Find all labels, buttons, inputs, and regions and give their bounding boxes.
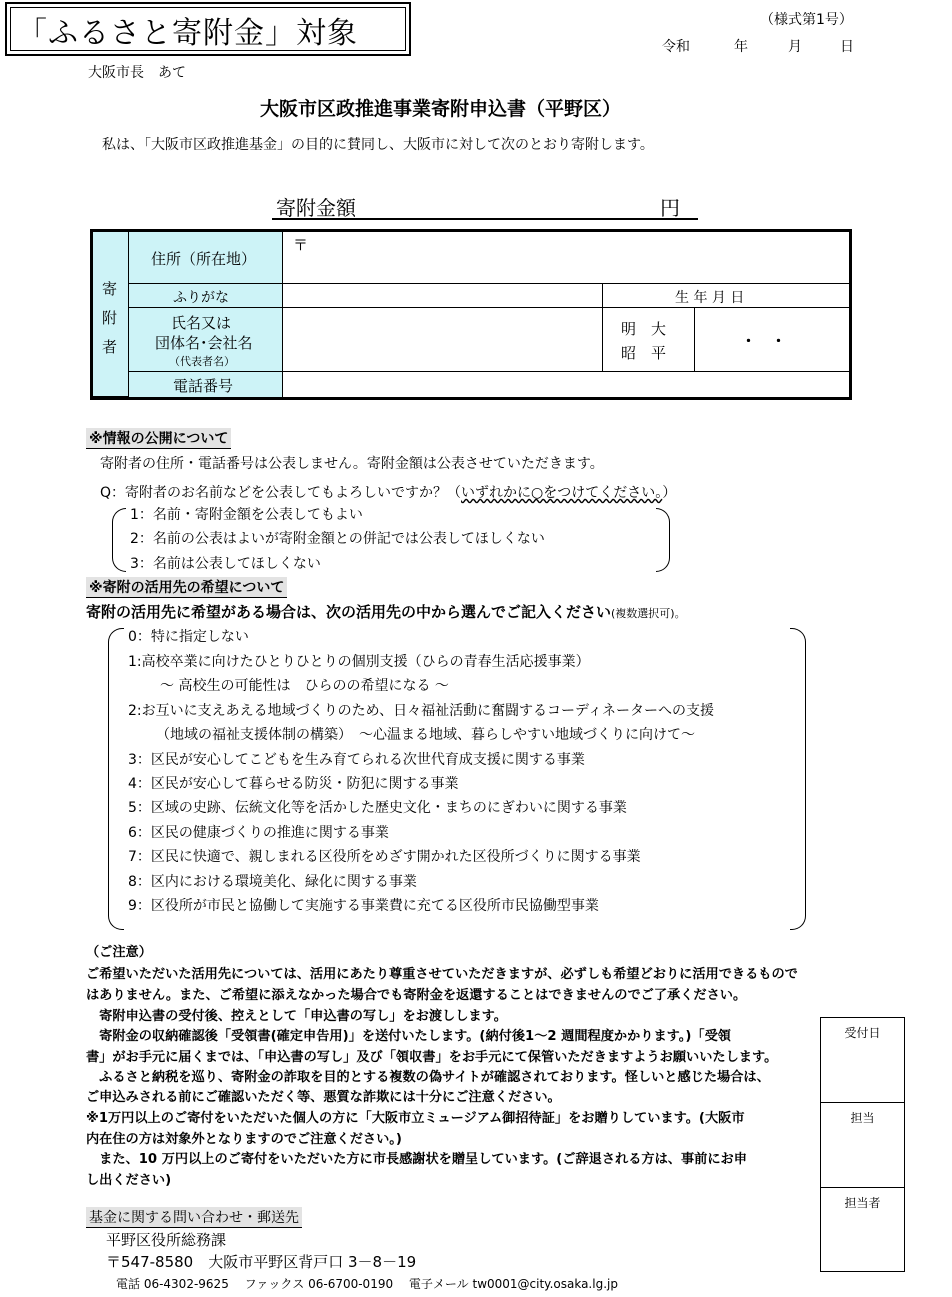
furigana-field[interactable]: [283, 284, 603, 308]
usage-option-6[interactable]: 6：区民の健康づくりの推進に関する事業: [128, 825, 389, 841]
phone-label: 電話番号: [173, 377, 234, 395]
usage-option-2[interactable]: 2:お互いに支えあえる地域づくりのため、日々福祉活動に奮闘するコーディネーターへの支援: [128, 703, 714, 719]
question-emphasis: いずれかに○をつけてください。: [461, 485, 663, 501]
birth-label-cell: [603, 284, 849, 308]
notes-line: ※1万円以上のご寄付をいただいた個人の方に「大阪市立ミュージアム御招待証」をお贈りしています。(大阪市: [86, 1111, 745, 1126]
address-label-cell: [129, 232, 283, 284]
usage-option-5[interactable]: 5：区域の史跡、伝統文化等を活かした歴史文化・まちのにぎわいに関する事業: [128, 800, 627, 816]
notes-line: はありません。また、ご希望に添えなかった場合でも寄附金を返還することはできませんのでご了承ください。: [86, 988, 747, 1003]
intro-text: 私は、「大阪市区政推進基金」の目的に賛同し、大阪市に対して次のとおり寄附します。: [102, 137, 654, 153]
notes-heading: （ご注意）: [86, 945, 152, 960]
contact-address: 〒547-8580 大阪市平野区背戸口 3－8－19: [106, 1253, 417, 1271]
notes-line: 内在住の方は対象外となりますのでご注意ください。): [86, 1132, 402, 1147]
name-label-cell: [129, 308, 283, 372]
usage-option-0[interactable]: 0：特に指定しない: [128, 629, 249, 645]
date-month: 月: [788, 39, 802, 55]
disclosure-option-2[interactable]: 2：名前の公表はよいが寄附金額との併記では公表してほしくない: [130, 531, 545, 547]
usage-option-1[interactable]: 1:高校卒業に向けたひとりひとりの個別支援（ひらの青春生活応援事業）: [128, 654, 590, 670]
usage-lead: 寄附の活用先に希望がある場合は、次の活用先の中から選んでご記入ください(複数選択可)。: [86, 603, 686, 621]
contact-office: 平野区役所総務課: [106, 1231, 227, 1249]
disclosure-bracket-left: [112, 508, 126, 572]
usage-option-9[interactable]: 9：区役所が市民と協働して実施する事業費に充てる区役所市民協働型事業: [128, 898, 599, 914]
notes-line: 寄附申込書の受付後、控えとして「申込書の写し」をお渡しします。: [86, 1009, 507, 1024]
person-in-charge-label: 担当者: [844, 1196, 881, 1210]
usage-heading: ※寄附の活用先の希望について: [86, 577, 287, 598]
office-stamp-box: [820, 1017, 905, 1272]
address-label: 住所（所在地）: [151, 250, 257, 268]
form-title: 大阪市区政推進事業寄附申込書（平野区）: [260, 98, 622, 120]
date-year: 年: [734, 39, 748, 55]
phone-label-cell: [129, 372, 283, 397]
disclosure-text: 寄附者の住所・電話番号は公表しません。寄附金額は公表させていただきます。: [100, 456, 604, 472]
usage-bracket-right: [790, 628, 806, 930]
era-cell[interactable]: [603, 308, 695, 372]
usage-option-8[interactable]: 8：区内における環境美化、緑化に関する事業: [128, 874, 417, 890]
received-date-label: 受付日: [844, 1026, 881, 1040]
disclosure-option-1[interactable]: 1：名前・寄附金額を公表してもよい: [130, 507, 363, 523]
notes-line: また、10 万円以上のご寄付をいただいた方に市長感謝状を贈呈しています。(ご辞退される方は、事前にお申: [86, 1152, 747, 1167]
birth-label: 生 年 月 日: [675, 290, 745, 306]
furusato-badge: [5, 2, 411, 56]
received-date-cell[interactable]: [821, 1018, 904, 1103]
era-row-1: 明 大: [621, 320, 667, 338]
notes-line: ふるさと納税を巡り、寄附金の詐取を目的とする複数の偽サイトが確認されております。怪しいと感じた場合は、: [86, 1070, 770, 1085]
person-in-charge-cell[interactable]: [821, 1188, 904, 1273]
name-field[interactable]: [283, 308, 603, 372]
addressee: 大阪市長 あて: [88, 65, 186, 81]
name-label-1: 氏名又は: [171, 314, 232, 332]
donor-table: [90, 229, 852, 400]
amount-unit: 円: [660, 196, 680, 220]
era-row-2: 昭 平: [621, 344, 667, 362]
furigana-label-cell: [129, 284, 283, 308]
birth-dots: ・ ・: [741, 332, 787, 350]
postal-mark: 〒: [293, 236, 309, 254]
usage-option-2-sub: （地域の福祉支援体制の構築） ～心温まる地域、暮らしやすい地域づくりに向けて～: [156, 727, 695, 743]
date-day: 日: [840, 39, 854, 55]
contact-phones: 電話 06-4302-9625 ファックス 06-6700-0190 電子メール tw0001@city.osaka.lg.jp: [116, 1277, 618, 1291]
person-label: 担当: [850, 1111, 875, 1125]
phone-field[interactable]: [283, 372, 849, 397]
furigana-label: ふりがな: [173, 290, 229, 306]
notes-line: ご申込みされる前にご確認いただく等、悪質な詐欺には十分にご注意ください。: [86, 1090, 561, 1105]
person-cell[interactable]: [821, 1103, 904, 1188]
usage-option-1-sub: ～ 高校生の可能性は ひらのの希望になる ～: [160, 678, 449, 694]
birth-date-field[interactable]: [695, 308, 849, 372]
name-label-2: 団体名･会社名: [155, 334, 253, 352]
form-number: （様式第1号）: [760, 12, 853, 28]
notes-line: し出ください): [86, 1173, 172, 1188]
notes-line: ご希望いただいた活用先については、活用にあたり尊重させていただきますが、必ずしも希望どおりに活用できるもので: [86, 967, 798, 982]
usage-option-3[interactable]: 3：区民が安心してこどもを生み育てられる次世代育成支援に関する事業: [128, 752, 585, 768]
disclosure-heading: ※情報の公開について: [86, 428, 231, 449]
badge-text: 「ふるさと寄附金」対象: [17, 16, 358, 51]
disclosure-question: Q：寄附者のお名前などを公表してもよろしいですか？（いずれかに○をつけてください。）: [100, 485, 677, 501]
disclosure-option-3[interactable]: 3：名前は公表してほしくない: [130, 556, 321, 572]
usage-option-7[interactable]: 7：区民に快適で、親しまれる区役所をめざす開かれた区役所づくりに関する事業: [128, 849, 641, 865]
date-era: 令和: [662, 39, 690, 55]
usage-bracket-left: [108, 628, 124, 930]
notes-line: 寄附金の収納確認後「受領書(確定申告用)」を送付いたします。(納付後1～2 週間程度かかります。)「受領: [86, 1029, 731, 1044]
name-label-3: （代表者名）: [169, 355, 235, 368]
amount-line[interactable]: [272, 192, 698, 220]
notes-line: 書」がお手元に届くまでは、「申込書の写し」及び「領収書」をお手元にて保管いただきますようお願いいたします。: [86, 1050, 778, 1065]
donor-side-label: 寄 附 者: [93, 232, 129, 397]
usage-option-4[interactable]: 4：区民が安心して暮らせる防災・防犯に関する事業: [128, 776, 459, 792]
address-field[interactable]: [283, 232, 849, 284]
disclosure-bracket-right: [656, 508, 670, 572]
contact-heading: 基金に関する問い合わせ・郵送先: [86, 1207, 302, 1228]
amount-label: 寄附金額: [276, 196, 356, 220]
